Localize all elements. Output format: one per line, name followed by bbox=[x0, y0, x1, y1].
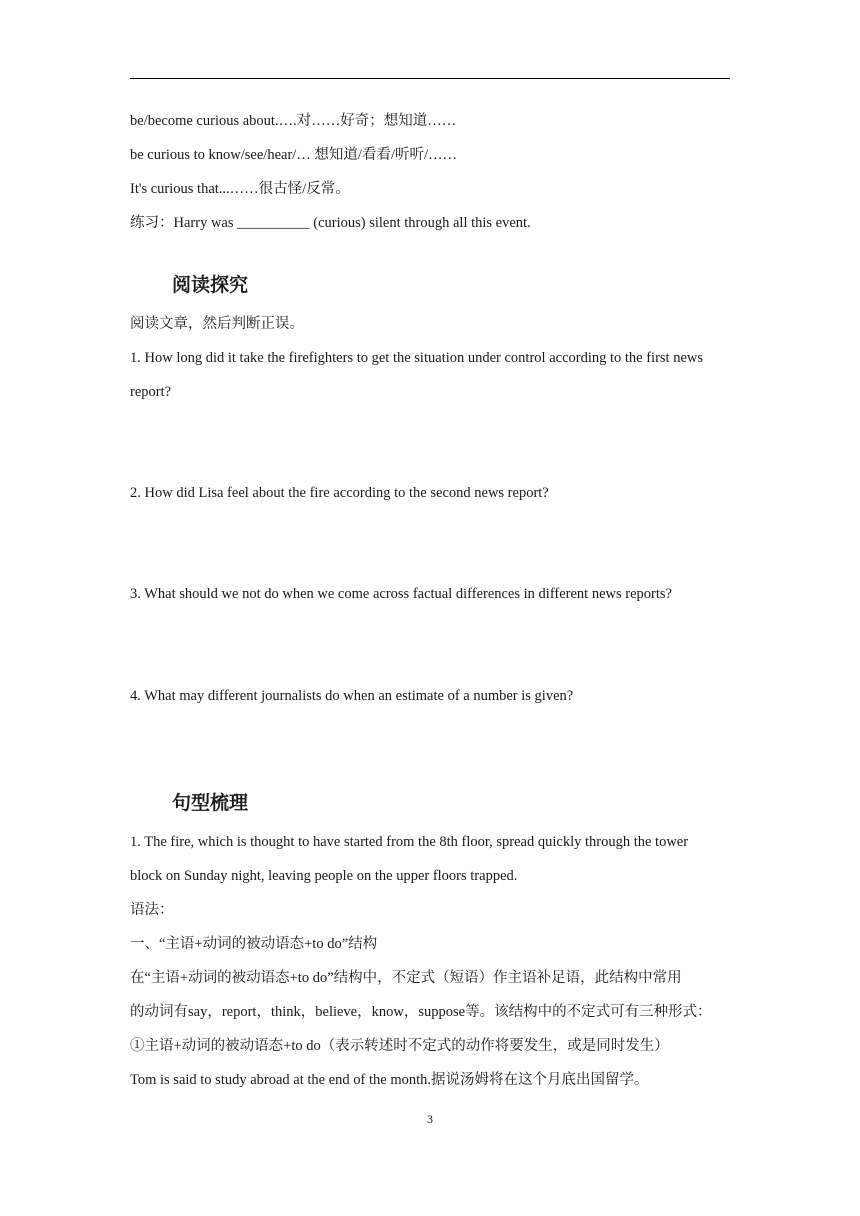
grammar-label: 语法： bbox=[130, 902, 174, 918]
vocab-line-3: It's curious that...……很古怪/反常。 bbox=[130, 181, 350, 197]
sentence-1-line-1: 1. The fire, which is thought to have started from the 8th floor, spread quickly through the tower bbox=[130, 834, 689, 850]
question-2: 2. How did Lisa feel about the fire according to the second news report? bbox=[130, 485, 549, 501]
sentence-heading: 句型梳理 bbox=[172, 792, 249, 814]
sentence-1-line-2: block on Sunday night, leaving people on the upper floors trapped. bbox=[130, 868, 518, 884]
grammar-explanation-line-1: 在“主语+动词的被动语态+to do”结构中，不定式（短语）作主语补足语，此结构中常用 bbox=[130, 970, 682, 986]
grammar-explanation-line-2: 的动词有say，report，think，believe，know，suppose等。该结构中的不定式可有三种形式： bbox=[130, 1004, 712, 1020]
question-1-line-1: 1. How long did it take the firefighters to get the situation under control according to the first news bbox=[130, 350, 704, 366]
question-3: 3. What should we not do when we come across factual differences in different news reports? bbox=[130, 586, 672, 602]
vocab-line-2: be curious to know/see/hear/… 想知道/看看/听听/…… bbox=[130, 147, 458, 163]
exercise-line: 练习：Harry was __________ (curious) silent through all this event. bbox=[130, 215, 531, 231]
grammar-form-1: ①主语+动词的被动语态+to do（表示转述时不定式的动作将要发生，或是同时发生） bbox=[130, 1038, 669, 1054]
grammar-example-1: Tom is said to study abroad at the end of the month.据说汤姆将在这个月底出国留学。 bbox=[130, 1072, 649, 1088]
vocab-line-1: be/become curious about.….对……好奇；想知道…… bbox=[130, 113, 457, 129]
page-number: 3 bbox=[427, 1112, 433, 1126]
question-4: 4. What may different journalists do when an estimate of a number is given? bbox=[130, 688, 574, 704]
reading-heading: 阅读探究 bbox=[172, 274, 249, 296]
header-rule bbox=[130, 78, 730, 79]
reading-instruction: 阅读文章，然后判断正误。 bbox=[130, 316, 304, 332]
question-1-line-2: report? bbox=[130, 384, 172, 400]
grammar-point-1-title: 一、“主语+动词的被动语态+to do”结构 bbox=[130, 936, 378, 952]
